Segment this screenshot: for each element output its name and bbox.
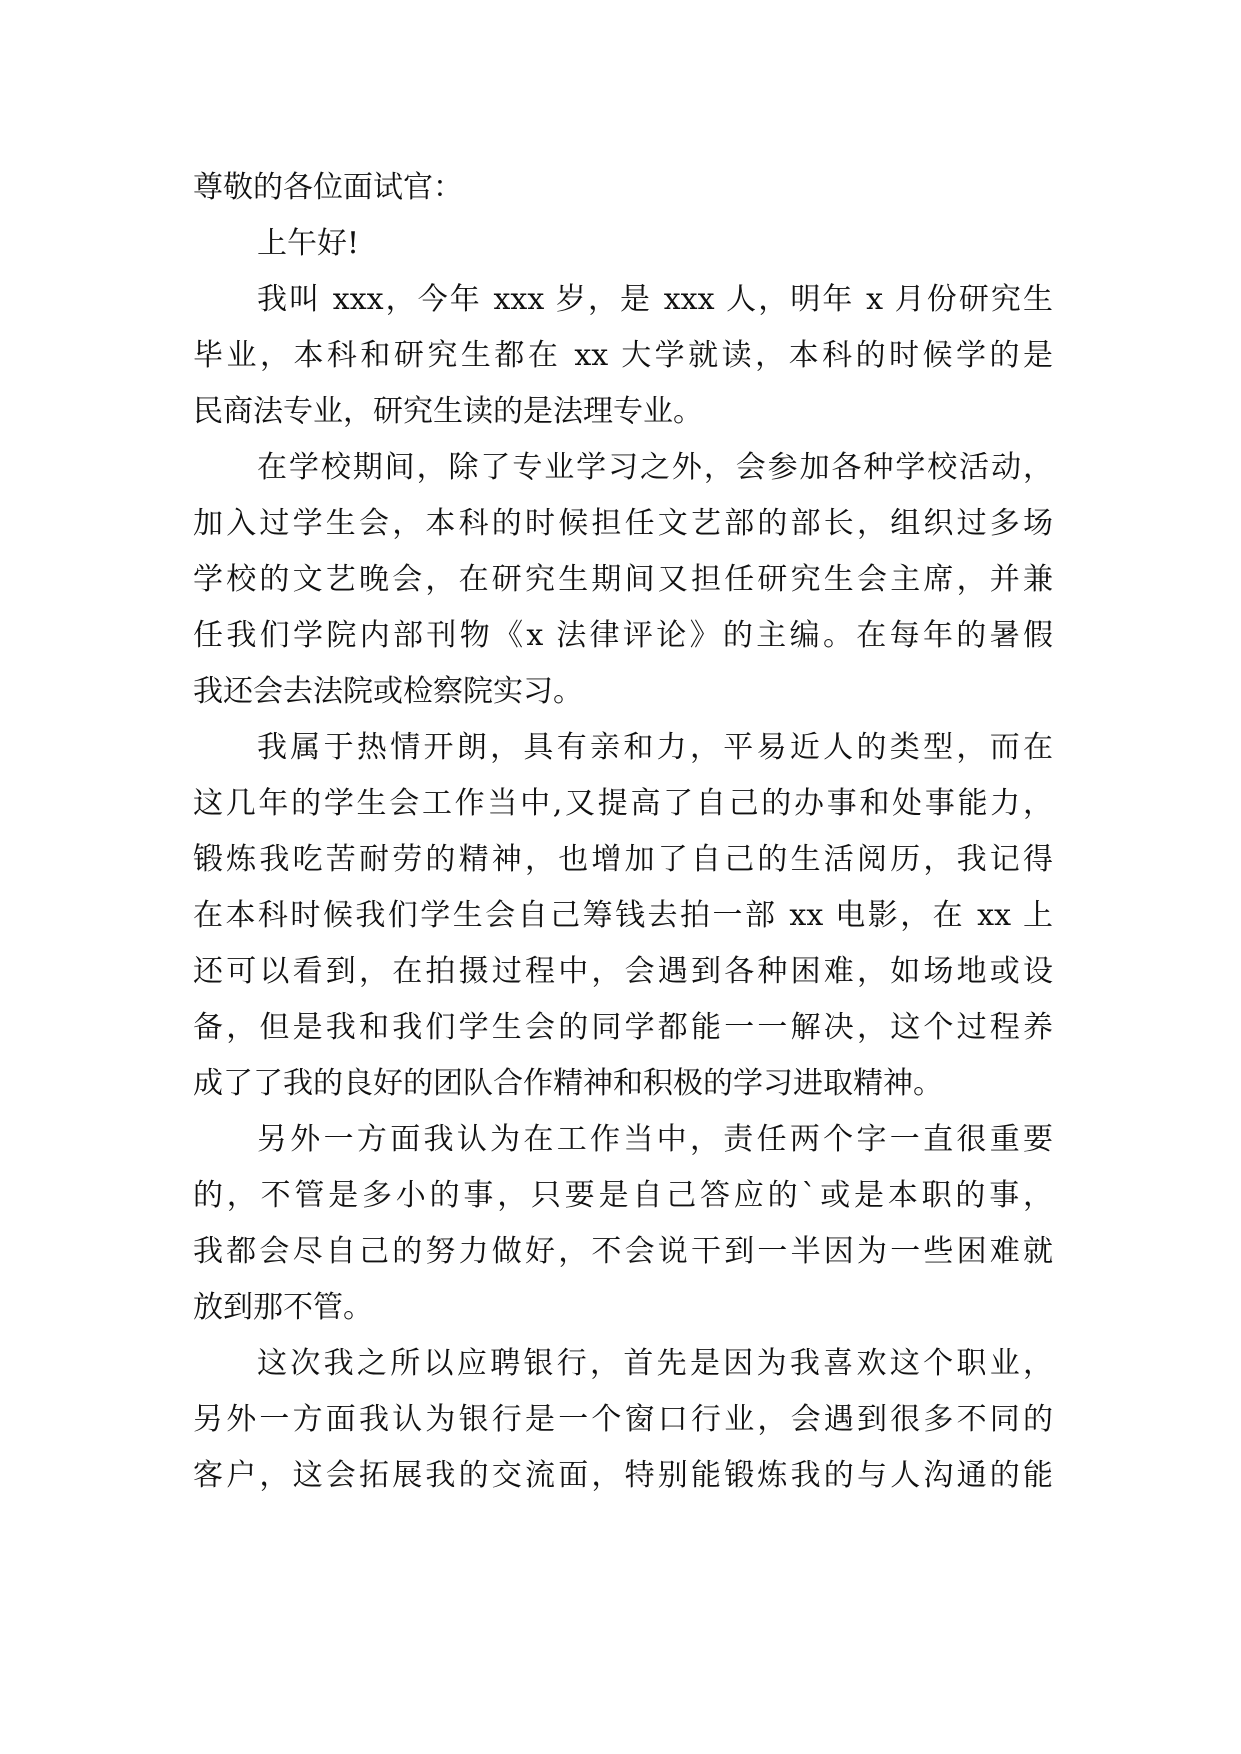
paragraph-school-activities [193, 440, 1053, 720]
paragraph-line: 这次我之所以应聘银行，首先是因为我喜欢这个职业， [257, 1346, 1053, 1381]
paragraph-line: 锻炼我吃苦耐劳的精神，也增加了自己的生活阅历，我记得 [193, 842, 1053, 877]
letter-body [193, 160, 1053, 1504]
paragraph-line: 学校的文艺晚会，在研究生期间又担任研究生会主席，并兼 [193, 562, 1053, 597]
paragraph-personality [193, 720, 1053, 1112]
paragraph-line: 毕业，本科和研究生都在 xx 大学就读，本科的时候学的是 [193, 338, 1053, 373]
paragraph-line: 我都会尽自己的努力做好，不会说干到一半因为一些困难就 [193, 1234, 1053, 1269]
paragraph-line: 民商法专业，研究生读的是法理专业。 [193, 394, 703, 429]
paragraph-line: 我还会去法院或检察院实习。 [193, 674, 583, 709]
greeting: 上午好! [257, 226, 360, 261]
paragraph-line: 客户，这会拓展我的交流面，特别能锻炼我的与人沟通的能 [193, 1458, 1053, 1493]
paragraph-line: 另外一方面我认为在工作当中，责任两个字一直很重要 [257, 1122, 1053, 1157]
paragraph-introduction [193, 272, 1053, 440]
salutation: 尊敬的各位面试官： [193, 170, 463, 205]
paragraph-line: 在学校期间，除了专业学习之外，会参加各种学校活动， [257, 450, 1053, 485]
paragraph-line: 还可以看到，在拍摄过程中，会遇到各种困难，如场地或设 [193, 954, 1053, 989]
paragraph-line: 成了了我的良好的团队合作精神和积极的学习进取精神。 [193, 1066, 943, 1101]
paragraph-line: 放到那不管。 [193, 1290, 373, 1325]
paragraph-line: 我属于热情开朗，具有亲和力，平易近人的类型，而在 [257, 730, 1053, 765]
paragraph-responsibility [193, 1112, 1053, 1336]
paragraph-line: 我叫 xxx，今年 xxx 岁，是 xxx 人，明年 x 月份研究生 [257, 282, 1053, 317]
paragraph-line: 的，不管是多小的事，只要是自己答应的`或是本职的事， [193, 1178, 1053, 1213]
paragraph-line: 这几年的学生会工作当中,又提高了自己的办事和处事能力， [193, 786, 1053, 821]
paragraph-line: 任我们学院内部刊物《x 法律评论》的主编。在每年的暑假 [193, 618, 1053, 653]
paragraph-line: 备，但是我和我们学生会的同学都能一一解决，这个过程养 [193, 1010, 1053, 1045]
paragraph-line: 在本科时候我们学生会自己筹钱去拍一部 xx 电影，在 xx 上 [193, 898, 1053, 933]
paragraph-line: 加入过学生会，本科的时候担任文艺部的部长，组织过多场 [193, 506, 1053, 541]
paragraph-motivation [193, 1336, 1053, 1504]
paragraph-line: 另外一方面我认为银行是一个窗口行业，会遇到很多不同的 [193, 1402, 1053, 1437]
